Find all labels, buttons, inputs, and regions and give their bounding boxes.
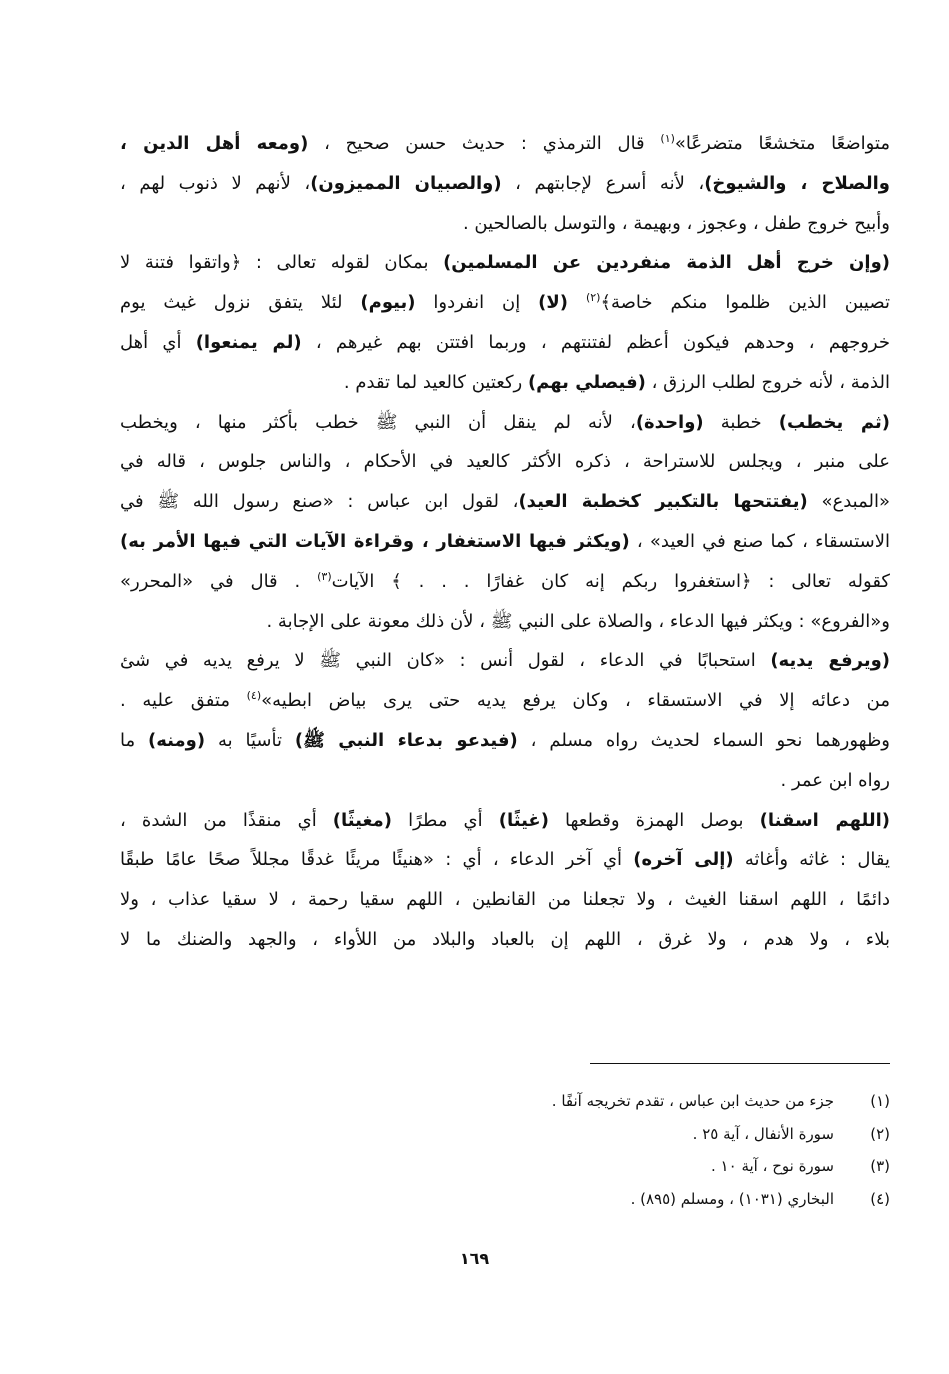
matn-text: (اللهم اسقنا) <box>759 809 890 831</box>
commentary-text: ، لأنه لم ينقل أن النبي ﷺ خطب بأكثر منها ، ويخطب <box>120 411 636 433</box>
text-line <box>120 363 890 403</box>
commentary-text: يقال : غاثه وأغاثه <box>733 849 890 871</box>
commentary-text: خطبة <box>703 411 779 433</box>
commentary-text: ، لأنهم لا ذنوب لهم ، <box>120 172 311 194</box>
text-line <box>120 403 890 443</box>
commentary-text: و«الفروع» : ويكثر فيها الدعاء ، والصلاة على النبي ﷺ ، لأن ذلك معونة على الإجابة . <box>266 610 890 632</box>
matn-text: (فيصلي بهم) <box>527 371 646 393</box>
footnote-ref: (٤) <box>246 689 262 703</box>
commentary-text: ، لقول ابن عباس : «صنع رسول الله ﷺ في <box>120 491 519 513</box>
commentary-text: متواضعًا متخشعًا متضرعًا» <box>674 133 890 154</box>
commentary-text <box>568 292 586 313</box>
matn-text: (واحدة) <box>635 411 704 433</box>
text-line <box>120 124 890 164</box>
commentary-text: بلاء ، ولا هدم ، ولا غرق ، اللهم إن بالعباد والبلاد من اللأواء ، والجهد والضنك ما لا <box>120 928 890 950</box>
footnote-number: (٤) <box>870 1189 890 1208</box>
footnote <box>300 1183 890 1216</box>
text-line <box>120 482 890 522</box>
commentary-text: رواه ابن عمر . <box>780 769 890 791</box>
footnote-ref: (٢) <box>585 291 601 305</box>
commentary-text: على منبر ، ويجلس للاستراحة ، ذكره الأكثر كالعيد في الأحكام ، والناس جلوس ، قاله في <box>120 451 890 473</box>
text-line <box>120 243 890 283</box>
commentary-text: خروجهم ، وحدهم فيكون أعظم لفتنتهم ، وربما افتتن بهم غيرهم ، <box>301 331 890 353</box>
text-line <box>120 681 890 721</box>
commentary-text: تصيبن الذين ظلموا منكم خاصة﴾ <box>600 292 890 314</box>
text-line <box>120 920 890 960</box>
footnote-text: سورة نوح ، آية ١٠ . <box>711 1157 834 1176</box>
commentary-text: كقوله تعالى : ﴿استغفروا ربكم إنه كان غفارًا . . . ﴾ الآيات <box>331 570 890 592</box>
commentary-text: لئلا يتفق نزول غيث يوم <box>120 292 361 314</box>
commentary-text: بمكان لقوله تعالى : ﴿واتقوا فتنة لا <box>120 252 444 274</box>
commentary-text: دائمًا ، اللهم اسقنا الغيث ، ولا تجعلنا من القانطين ، اللهم سقيا رحمة ، لا سقيا عذاب ، ولا <box>120 889 890 911</box>
main-text <box>120 124 890 960</box>
footnote-text: جزء من حديث ابن عباس ، تقدم تخريجه آنفًا . <box>551 1092 834 1110</box>
commentary-text: بوصل الهمزة وقطعها <box>548 809 760 831</box>
footnote-text: سورة الأنفال ، آية ٢٥ . <box>692 1124 834 1143</box>
commentary-text: ما <box>120 729 149 751</box>
footnote <box>300 1150 890 1183</box>
footnote <box>300 1118 890 1151</box>
text-line <box>120 164 890 204</box>
footnote-ref: (١) <box>660 132 675 145</box>
matn-text: (لم يمنعوا) <box>195 331 302 353</box>
commentary-text: استحبابًا في الدعاء ، لقول أنس : «كان النبي ﷺ لا يرفع يديه في شئ <box>120 650 771 672</box>
commentary-text: أي أهل <box>120 331 196 353</box>
footnote-ref: (٣) <box>317 569 332 583</box>
footnote <box>300 1085 890 1118</box>
matn-text: (وإن خرج أهل الذمة منفردين عن المسلمين) <box>443 252 890 274</box>
text-line <box>120 323 890 363</box>
commentary-text: الذمة ، لأنه خروج لطلب الرزق ، <box>645 371 890 393</box>
footnote-number: (٢) <box>870 1124 890 1143</box>
matn-text: (بيوم) <box>360 292 416 314</box>
footnote-text: البخاري (١٠٣١) ، ومسلم (٨٩٥) . <box>630 1189 834 1208</box>
commentary-text: أي آخر الدعاء ، أي : «هنيئًا مريئًا غدقًا مجللاً صحًا عامًا طبقًا <box>120 849 634 871</box>
commentary-text: وأبيح خروج طفل ، وعجوز ، وبهيمة ، والتوسل بالصالحين . <box>462 212 890 234</box>
commentary-text: إن انفردوا <box>415 292 539 314</box>
text-line <box>120 801 890 841</box>
text-line <box>120 602 890 642</box>
matn-text: (ويكثر فيها الاستغفار ، وقراءة الآيات التي فيها الأمر به) <box>120 530 630 552</box>
footnote-separator <box>590 1063 890 1064</box>
commentary-text: أي منقذًا من الشدة ، <box>120 809 333 831</box>
matn-text: (غيثًا) <box>498 809 549 831</box>
text-line <box>120 562 890 602</box>
matn-text: (إلى آخره) <box>633 849 734 871</box>
text-line <box>120 641 890 681</box>
matn-text: (فيدعو بدعاء النبي ﷺ) <box>294 729 518 751</box>
text-line <box>120 761 890 801</box>
commentary-text: ، لأنه أسرع لإجابتهم ، <box>501 172 705 194</box>
commentary-text: الاستسقاء ، كما صنع في العيد» ، <box>629 530 890 552</box>
matn-text: (يفتتحها بالتكبير كخطبة العيد) <box>518 491 808 513</box>
matn-text: (ويرفع يديه) <box>770 650 890 672</box>
text-line <box>120 442 890 482</box>
page-number: ١٦٩ <box>459 1249 490 1268</box>
text-line <box>120 522 890 562</box>
commentary-text: . قال في «المحرر» <box>120 570 318 592</box>
commentary-text: أي مطرًا <box>392 809 499 831</box>
footnote-number: (١) <box>870 1092 890 1110</box>
text-line <box>120 880 890 920</box>
commentary-text: وظهورهما نحو السماء لحديث رواه مسلم ، <box>517 729 890 751</box>
matn-text: (ثم يخطب) <box>778 411 890 433</box>
commentary-text: متفق عليه . <box>120 690 247 712</box>
text-line <box>120 721 890 761</box>
matn-text: (مغيثًا) <box>332 809 393 831</box>
commentary-text: قال الترمذي : حديث حسن صحيح ، <box>308 133 661 154</box>
commentary-text: من دعائه إلا في الاستسقاء ، وكان يرفع يديه حتى يرى بياض ابطيه» <box>261 690 890 712</box>
commentary-text: ركعتين كالعيد لما تقدم . <box>343 371 528 393</box>
footnote-number: (٣) <box>870 1157 890 1176</box>
matn-text: (لا) <box>538 292 569 314</box>
commentary-text: تأسيًا به <box>205 729 295 751</box>
text-line <box>120 204 890 244</box>
text-line <box>120 283 890 323</box>
matn-text: والصلاح ، والشيوخ) <box>704 172 890 194</box>
matn-text: (والصبيان المميزون) <box>310 172 502 194</box>
commentary-text: «المبدع» <box>807 491 890 513</box>
matn-text: (ومنه) <box>148 729 206 751</box>
footnotes <box>300 1085 890 1215</box>
matn-text: (ومعه أهل الدين ، <box>120 133 309 154</box>
text-line <box>120 840 890 880</box>
